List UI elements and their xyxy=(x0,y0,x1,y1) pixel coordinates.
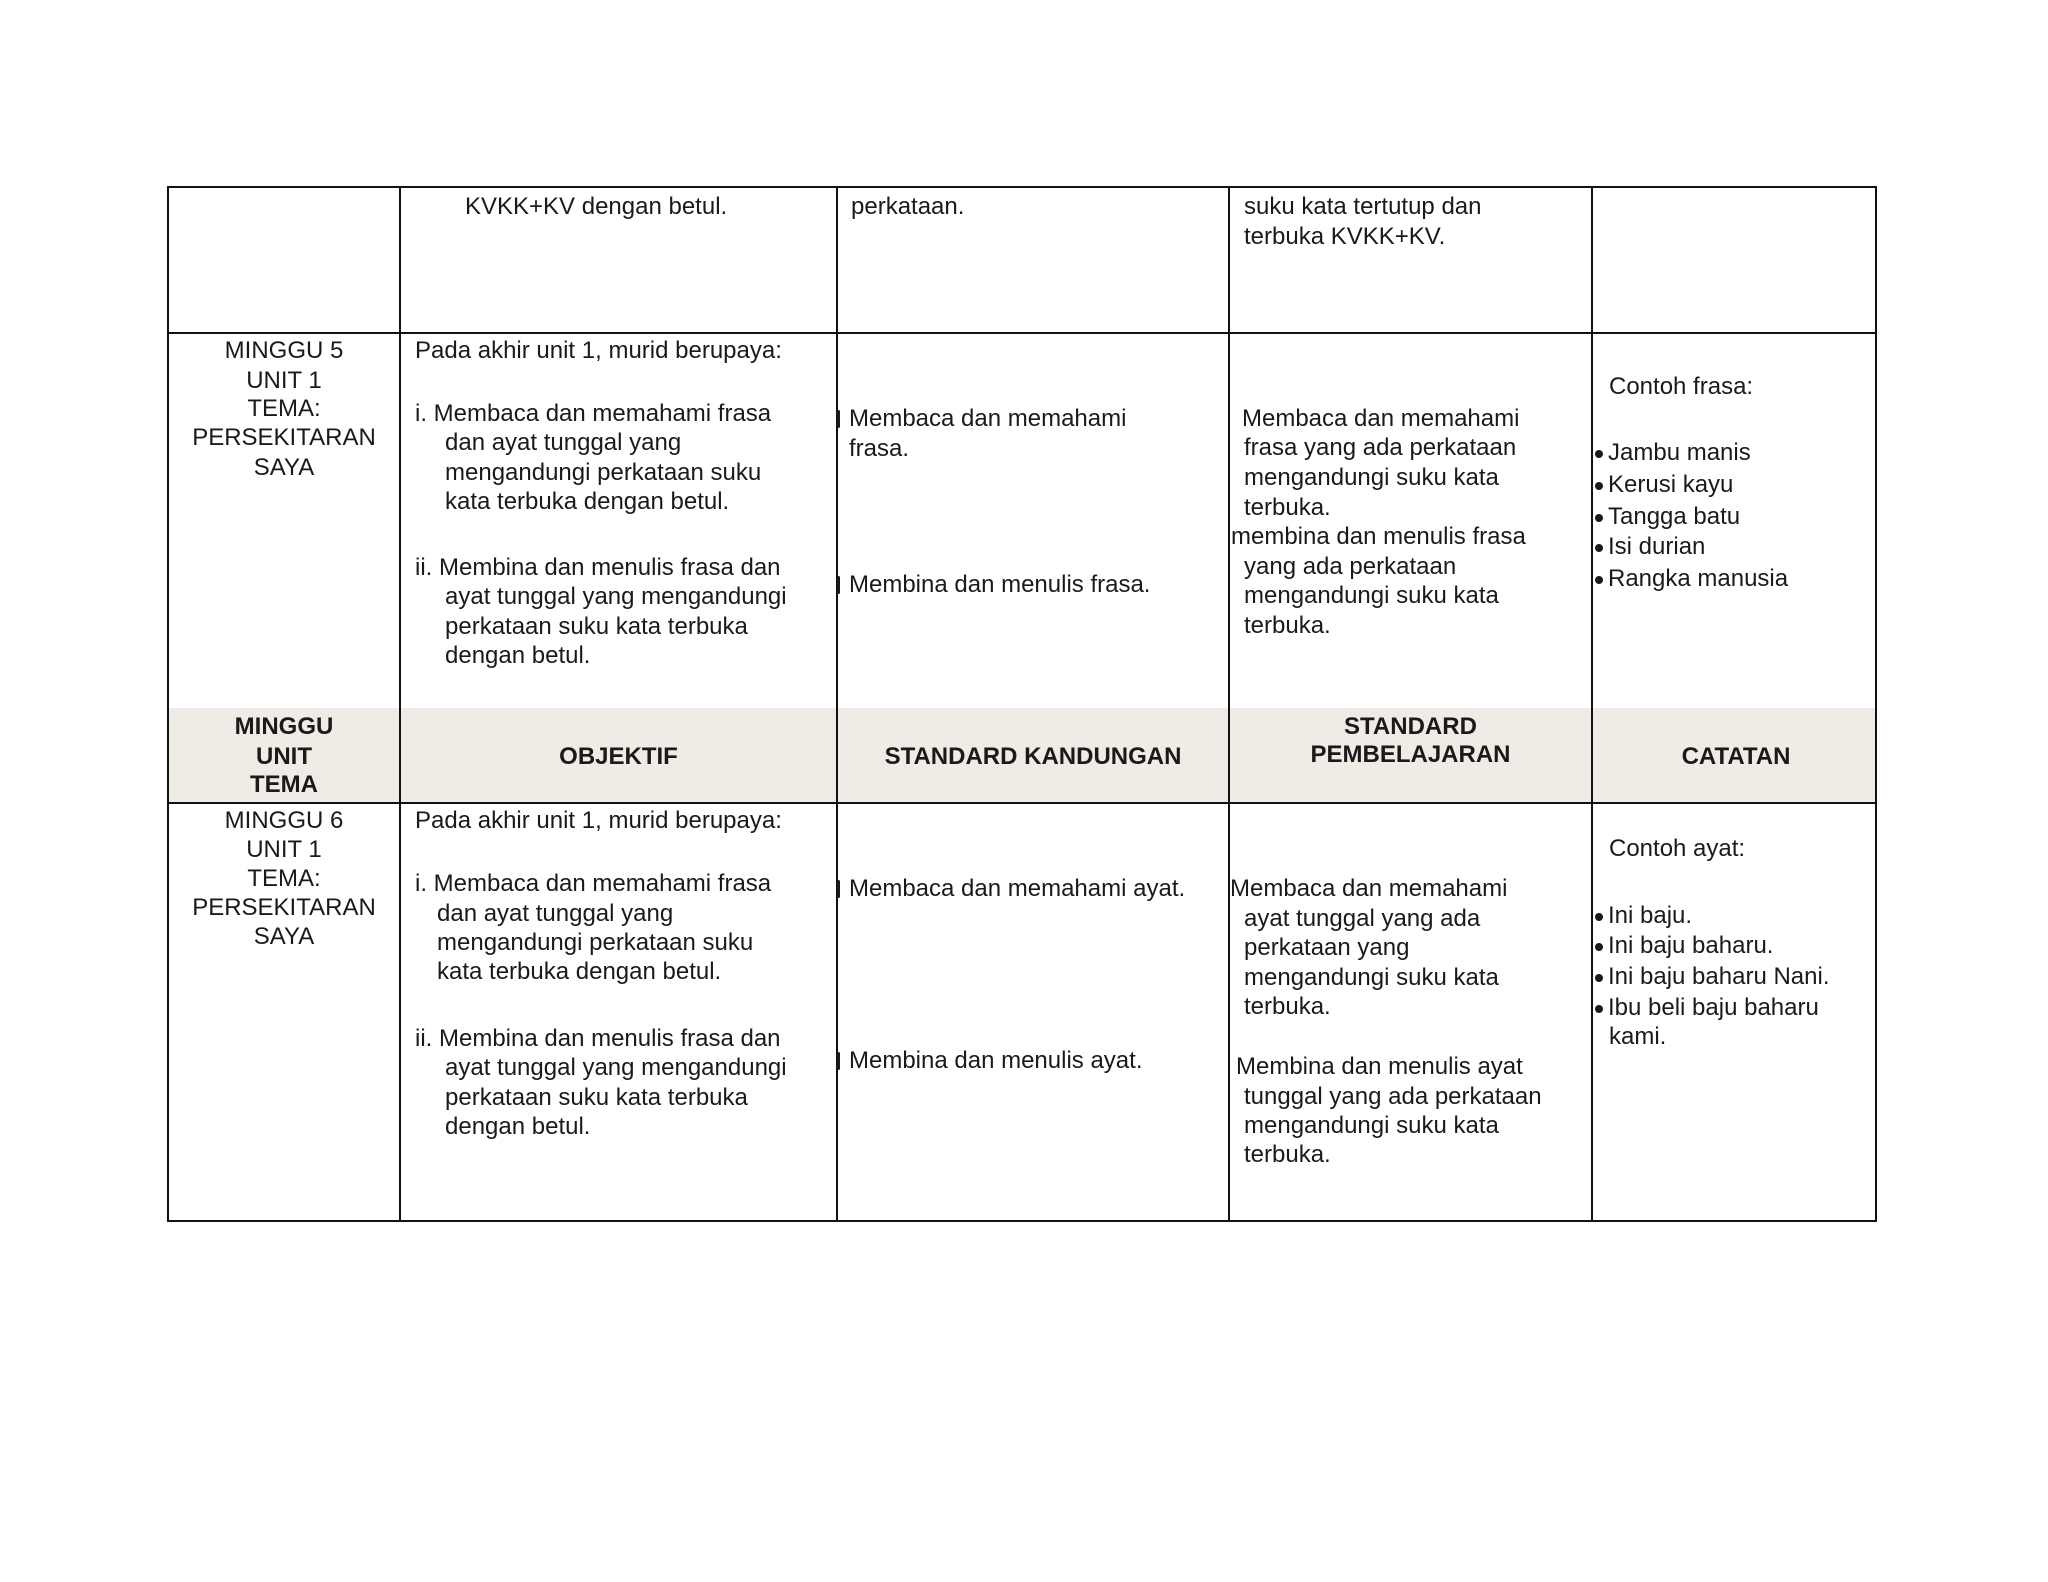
pembelajaran-cell xyxy=(1228,802,1591,1220)
header-objektif xyxy=(399,708,836,802)
pembelajaran-line: perkataan yang xyxy=(1244,934,1410,961)
catatan-cell xyxy=(1591,332,1879,708)
objektif-cell xyxy=(399,332,836,708)
catatan-item-continuation: kami. xyxy=(1609,1023,1667,1050)
pembelajaran-line: mengandungi suku kata xyxy=(1244,964,1499,991)
pembelajaran-line: terbuka. xyxy=(1244,993,1331,1020)
tema-name-line: SAYA xyxy=(253,923,315,950)
header-kandungan xyxy=(836,708,1228,802)
minggu-cell xyxy=(169,802,399,1220)
header-kandungan-label: STANDARD KANDUNGAN xyxy=(884,743,1182,770)
minggu-cell xyxy=(169,332,399,708)
pembelajaran-line: mengandungi suku kata xyxy=(1244,582,1499,609)
catatan-cell xyxy=(1591,802,1879,1220)
bullet-icon xyxy=(1595,913,1603,921)
pembelajaran-line: Membaca dan memahami xyxy=(1230,875,1508,902)
kandungan-cell xyxy=(836,802,1228,1220)
tema-line: TEMA: xyxy=(247,395,321,422)
pembelajaran-line: terbuka. xyxy=(1244,612,1331,639)
pembelajaran-line: membina dan menulis frasa xyxy=(1231,523,1526,550)
kandungan-line: Membaca dan memahami xyxy=(849,405,1127,432)
objektif-text: KVKK+KV dengan betul. xyxy=(465,193,728,220)
bullet-icon xyxy=(1595,482,1603,490)
objektif-cell xyxy=(399,802,836,1220)
table-header-row xyxy=(167,708,1877,804)
objektif-line: i. Membaca dan memahami frasa xyxy=(415,870,772,897)
objektif-intro: Pada akhir unit 1, murid berupaya: xyxy=(415,337,782,364)
minggu-line: MINGGU 5 xyxy=(224,337,344,364)
pembelajaran-line: terbuka. xyxy=(1244,494,1331,521)
catatan-cell xyxy=(1591,188,1879,332)
catatan-item: Jambu manis xyxy=(1608,439,1751,466)
bullet-icon xyxy=(1595,943,1603,951)
catatan-item: Rangka manusia xyxy=(1608,565,1789,592)
pembelajaran-line: terbuka. xyxy=(1244,1141,1331,1168)
kandungan-line: Membina dan menulis frasa. xyxy=(849,571,1151,598)
unit-line: UNIT 1 xyxy=(246,836,322,863)
objektif-line: kata terbuka dengan betul. xyxy=(445,488,730,515)
objektif-line: kata terbuka dengan betul. xyxy=(437,958,722,985)
header-pembelajaran-line: PEMBELAJARAN xyxy=(1310,741,1511,768)
lesson-plan-table xyxy=(167,186,1877,1222)
list-marker-fragment xyxy=(837,410,840,428)
catatan-item: Kerusi kayu xyxy=(1608,471,1734,498)
list-marker-fragment xyxy=(837,576,840,594)
objektif-line: mengandungi perkataan suku xyxy=(437,929,754,956)
pembelajaran-line: frasa yang ada perkataan xyxy=(1244,434,1517,461)
pembelajaran-line: tunggal yang ada perkataan xyxy=(1244,1083,1542,1110)
minggu-cell xyxy=(169,188,399,332)
pembelajaran-line: Membina dan menulis ayat xyxy=(1236,1053,1523,1080)
list-marker-fragment xyxy=(837,880,840,898)
bullet-icon xyxy=(1595,1005,1603,1013)
pembelajaran-line: mengandungi suku kata xyxy=(1244,464,1499,491)
catatan-item: Tangga batu xyxy=(1608,503,1741,530)
objektif-line: dan ayat tunggal yang xyxy=(445,429,682,456)
bullet-icon xyxy=(1595,514,1603,522)
catatan-item: Isi durian xyxy=(1608,533,1706,560)
bullet-icon xyxy=(1595,544,1603,552)
table-row xyxy=(167,186,1877,334)
header-catatan xyxy=(1591,708,1879,802)
header-catatan-label: CATATAN xyxy=(1681,743,1791,770)
objektif-line: ii. Membina dan menulis frasa dan xyxy=(415,1025,781,1052)
kandungan-line: Membaca dan memahami ayat. xyxy=(849,875,1186,902)
catatan-item: Ini baju baharu Nani. xyxy=(1608,963,1830,990)
pembelajaran-line: Membaca dan memahami xyxy=(1242,405,1520,432)
tema-name-line: PERSEKITARAN xyxy=(192,424,376,451)
objektif-line: perkataan suku kata terbuka xyxy=(445,613,748,640)
objektif-line: dengan betul. xyxy=(445,642,591,669)
kandungan-cell xyxy=(836,332,1228,708)
pembelajaran-line: terbuka KVKK+KV. xyxy=(1244,223,1446,250)
header-tema-line: TEMA xyxy=(250,771,318,798)
kandungan-line: Membina dan menulis ayat. xyxy=(849,1047,1143,1074)
kandungan-cell xyxy=(836,188,1228,332)
catatan-title: Contoh ayat: xyxy=(1609,835,1746,862)
catatan-title: Contoh frasa: xyxy=(1609,373,1754,400)
bullet-icon xyxy=(1595,450,1603,458)
header-objektif-label: OBJEKTIF xyxy=(559,743,678,770)
minggu-line: MINGGU 6 xyxy=(224,807,344,834)
tema-name-line: SAYA xyxy=(253,454,315,481)
pembelajaran-cell xyxy=(1228,188,1591,332)
header-unit-line: UNIT xyxy=(256,743,312,770)
header-minggu-line: MINGGU xyxy=(234,713,334,740)
pembelajaran-line: suku kata tertutup dan xyxy=(1244,193,1482,220)
pembelajaran-line: mengandungi suku kata xyxy=(1244,1112,1499,1139)
bullet-icon xyxy=(1595,974,1603,982)
objektif-line: ii. Membina dan menulis frasa dan xyxy=(415,554,781,581)
header-pembelajaran-line: STANDARD xyxy=(1344,713,1477,740)
objektif-line: i. Membaca dan memahami frasa xyxy=(415,400,772,427)
pembelajaran-cell xyxy=(1228,332,1591,708)
table-row xyxy=(167,332,1877,710)
objektif-line: perkataan suku kata terbuka xyxy=(445,1084,748,1111)
catatan-item: Ini baju baharu. xyxy=(1608,932,1774,959)
pembelajaran-line: yang ada perkataan xyxy=(1244,553,1457,580)
tema-name-line: PERSEKITARAN xyxy=(192,894,376,921)
list-marker-fragment xyxy=(837,1052,840,1070)
objektif-line: dengan betul. xyxy=(445,1113,591,1140)
catatan-item: Ini baju. xyxy=(1608,902,1693,929)
kandungan-text: perkataan. xyxy=(851,193,965,220)
objektif-line: ayat tunggal yang mengandungi xyxy=(445,583,787,610)
objektif-line: dan ayat tunggal yang xyxy=(437,900,674,927)
objektif-line: ayat tunggal yang mengandungi xyxy=(445,1054,787,1081)
objektif-cell xyxy=(399,188,836,332)
objektif-line: mengandungi perkataan suku xyxy=(445,459,762,486)
tema-line: TEMA: xyxy=(247,865,321,892)
bullet-icon xyxy=(1595,576,1603,584)
table-row xyxy=(167,802,1877,1222)
catatan-item: Ibu beli baju baharu xyxy=(1608,994,1819,1021)
unit-line: UNIT 1 xyxy=(246,367,322,394)
header-minggu xyxy=(169,708,399,802)
pembelajaran-line: ayat tunggal yang ada xyxy=(1244,905,1481,932)
header-pembelajaran xyxy=(1228,708,1591,802)
kandungan-line: frasa. xyxy=(849,435,910,462)
objektif-intro: Pada akhir unit 1, murid berupaya: xyxy=(415,807,782,834)
